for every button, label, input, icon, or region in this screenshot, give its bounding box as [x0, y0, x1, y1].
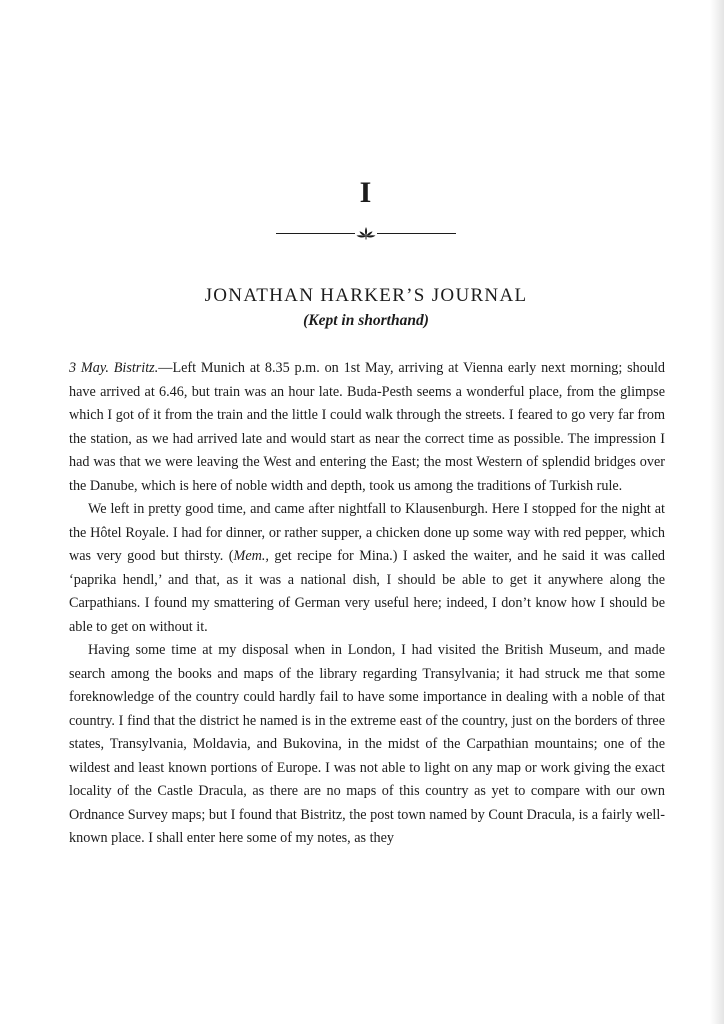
- ornament-rule-right: [377, 233, 456, 234]
- paragraph-text: —Left Munich at 8.35 p.m. on 1st May, arriving at Vienna early next morning; should have arrived at 6.46, but train was an hour late. Buda-Pesth seems a wonderful place, from the glimpse which I got of it from the train and the little I could walk through the streets. I feared to go very far from the station, as we had arrived late and would start as near the correct time as possible. The impression I had was that we were leaving the West and entering the East; the most Western of splendid bridges over the Danube, which is here of noble width and depth, took us among the traditions of Turkish rule.: [69, 360, 665, 494]
- paragraph-1: [69, 357, 665, 498]
- paragraph-text: Having some time at my disposal when in London, I had visited the British Museum, and made search among the books and maps of the library regarding Transylvania; it had struck me that some foreknowledge of the country could hardly fail to have some importance in dealing with a noble of that country. I find that the district he named is in the extreme east of the country, just on the borders of three states, Transylvania, Moldavia, and Bukovina, in the midst of the Carpathian mountains; one of the wildest and least known portions of Europe. I was not able to light on any map or work giving the exact locality of the Castle Dracula, as there are no maps of this country as yet to compare with our own Ordnance Survey maps; but I found that Bistritz, the post town named by Count Dracula, is a fairly well-known place. I shall enter here some of my notes, as they: [69, 642, 665, 846]
- paragraph-text: We left in pretty good time, and came after nightfall to Klausenburgh. Here I stopped for the night at the Hôtel Royale. I had for dinner, or rather supper, a chicken done up some way with red pepper, which was very good but thirsty. (: [69, 501, 665, 564]
- chapter-title: JONATHAN HARKER’S JOURNAL: [204, 284, 528, 306]
- paragraph-3: [69, 639, 665, 851]
- chapter-ornament: [276, 226, 456, 240]
- memo-abbreviation: Mem.,: [233, 548, 269, 564]
- dateline: 3 May. Bistritz.: [69, 360, 159, 376]
- ornament-rule-left: [276, 233, 355, 234]
- chapter-subtitle: (Kept in shorthand): [303, 312, 429, 329]
- chapter-number: I: [359, 176, 373, 209]
- page-edge: [710, 0, 724, 1024]
- lotus-flourish-icon: [356, 226, 376, 240]
- journal-body: [69, 357, 665, 851]
- paragraph-text: get recipe for Mina.) I asked the waiter, and he said it was called ‘paprika hendl,’ and that, as it was a national dish, I should be able to get it anywhere along the Carpathians. I found my smattering of German very useful here; indeed, I don’t know how I should be able to get on without it.: [69, 548, 666, 635]
- paragraph-2: [69, 498, 665, 639]
